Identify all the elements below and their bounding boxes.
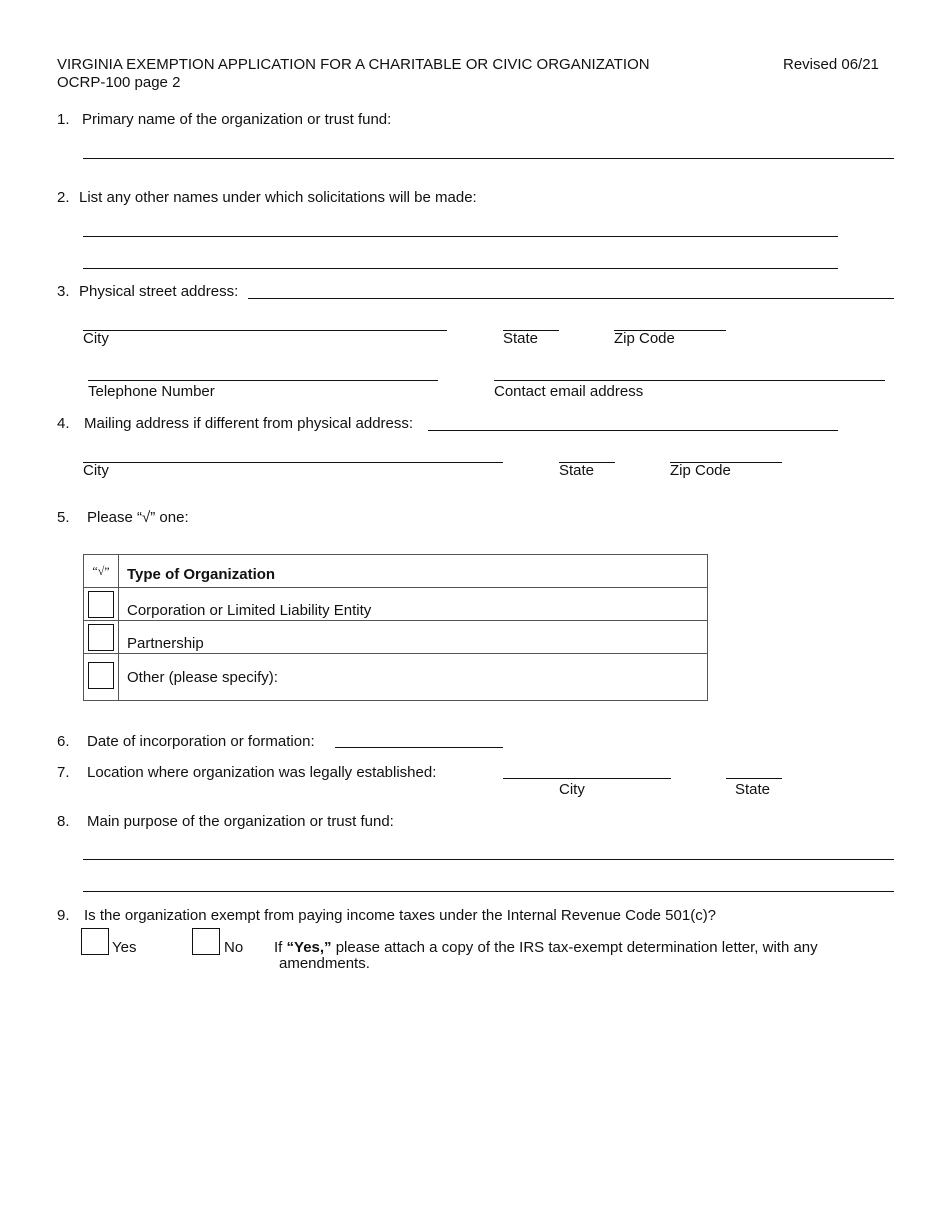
partnership-checkbox[interactable] [88,624,114,651]
q3-number: 3. [57,283,70,300]
q9-yes-checkbox[interactable] [81,928,109,955]
corporation-check-cell [84,588,119,621]
q9-no-checkbox[interactable] [192,928,220,955]
q7-city-input-line[interactable] [503,778,671,779]
organization-type-table [83,554,708,701]
q3-zip-caption: Zip Code [614,330,675,347]
q7-state-input-line[interactable] [726,778,782,779]
q9-yes-label: Yes [112,939,137,956]
q4-city-input-line[interactable] [83,462,503,463]
partnership-check-cell [84,621,119,654]
other-option-label: Other (please specify): [119,654,708,701]
q3-street-input-line[interactable] [248,298,894,299]
partnership-option-label: Partnership [119,621,708,654]
q4-mailing-input-line[interactable] [428,430,838,431]
table-row [84,654,708,701]
corporation-checkbox[interactable] [88,591,114,618]
q3-city-input-line[interactable] [83,330,447,331]
q8-input-line-2[interactable] [83,891,894,892]
q9-note-text: please attach a copy of the IRS tax-exempt determination letter, with any [335,939,818,956]
q9-note-prefix: If [274,939,283,956]
q4-label: Mailing address if different from physical address: [84,415,414,432]
form-id: OCRP-100 page 2 [57,74,181,91]
q7-city-caption: City [559,781,585,798]
table-header-row [84,555,708,588]
q8-label: Main purpose of the organization or trust fund: [87,813,394,830]
q4-city-caption: City [83,462,109,479]
q8-number: 8. [57,813,70,830]
q1-number: 1. [57,111,70,128]
q7-state-caption: State [735,781,771,798]
type-column-header: Type of Organization [119,555,708,588]
other-check-cell [84,654,119,701]
q2-label: List any other names under which solicitations will be made: [79,189,477,206]
q7-label: Location where organization was legally established: [87,764,437,781]
q5-label: Please “√” one: [87,509,189,526]
q2-input-line-1[interactable] [83,236,838,237]
table-row [84,621,708,654]
q3-email-input-line[interactable] [494,380,885,381]
q7-number: 7. [57,764,70,781]
other-checkbox[interactable] [88,662,114,689]
q4-number: 4. [57,415,70,432]
q6-number: 6. [57,733,70,750]
q2-input-line-2[interactable] [83,268,838,269]
q2-number: 2. [57,189,70,206]
q9-note-line-2: amendments. [279,955,370,972]
q9-label: Is the organization exempt from paying income taxes under the Internal Revenue Code 501(c)? [84,907,717,924]
q3-state-caption: State [503,330,539,347]
q4-zip-caption: Zip Code [670,462,731,479]
check-column-header: “√” [84,555,119,588]
q3-phone-input-line[interactable] [88,380,438,381]
revision-date: Revised 06/21 [783,56,879,73]
q1-label: Primary name of the organization or trust fund: [82,111,392,128]
q8-input-line-1[interactable] [83,859,894,860]
q9-note-yes: “Yes,” [286,939,332,956]
q3-label: Physical street address: [79,283,239,300]
q4-state-caption: State [559,462,595,479]
table-row [84,588,708,621]
form-title: VIRGINIA EXEMPTION APPLICATION FOR A CHARITABLE OR CIVIC ORGANIZATION [57,56,650,73]
q9-number: 9. [57,907,70,924]
q6-date-input-line[interactable] [335,747,503,748]
corporation-option-label: Corporation or Limited Liability Entity [119,588,708,621]
q6-label: Date of incorporation or formation: [87,733,315,750]
q3-email-caption: Contact email address [494,383,644,400]
q3-city-caption: City [83,330,109,347]
q3-phone-caption: Telephone Number [88,383,215,400]
q5-number: 5. [57,509,70,526]
q1-input-line[interactable] [83,158,894,159]
q9-no-label: No [224,939,244,956]
